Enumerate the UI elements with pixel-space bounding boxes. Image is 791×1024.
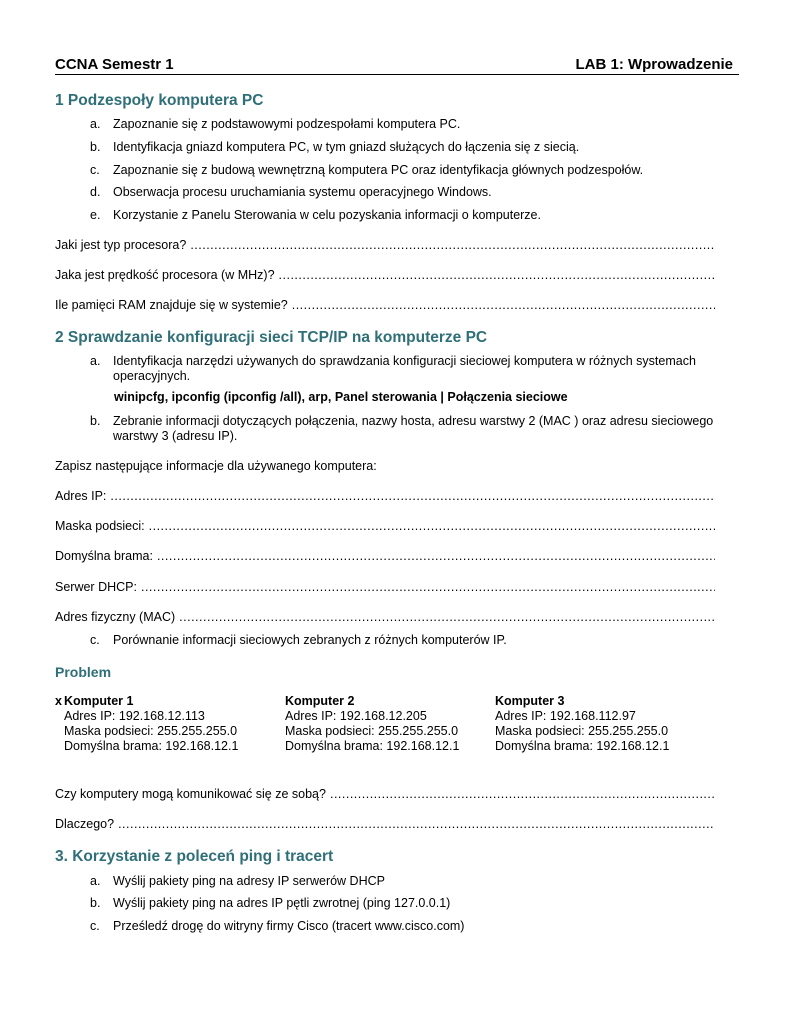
answer-line[interactable] — [292, 298, 715, 313]
computer-gateway: Domyślna brama: 192.168.12.1 — [285, 739, 460, 753]
computer-mask: Maska podsieci: 255.255.255.0 — [285, 724, 459, 738]
document-page: CCNA Semestr 1 LAB 1: Wprowadzenie 1 Podzespoły komputera PC a. Zapoznanie się z podstawowymi podzespołami komputera PC. b. Identyfikacja gniazd komputera PC, w tym gniazd służących do łączenia się z siecią. c. Zapoznanie się z budową wewnętrzną komputera PC oraz identyfikacja głównych podzespołów. d. Obserwacja procesu uruchamiania systemu operacyjnego Windows. e. Korzystanie z Panelu Sterowania w celu pozyskania informacji o komputerze. Jaki jest typ procesora? ..... Jaka jest prędkość procesora (w MHz)? ..... Ile pamięci RAM znajduje się w systemie? ..... 2 Sprawdzanie konfiguracji sieci TCP/IP na komputerze PC a. Identyfikacja narzędzi używanych do sprawdzania konfiguracji sieciowej komputera w różnych systemach operacyjnych. winipcfg, ipconfig (ipconfig /all), arp, Panel sterowania | Połączenia sieciowe b. Zebranie informacji dotyczących połączenia, nazwy hosta, adresu warstwy 2 (MAC ) oraz adresu sieciowego warstwy 3 (adresu IP). Zapisz następujące informacje dla używanego komputera: Adres IP: ..... Maska podsieci: ..... Domyślna brama: ..... Serwer DHCP: ..... Adres fizyczny (MAC) ..... c. Porównanie informacji sieciowych zebranych z różnych komputerów IP. Problem x Komputer 1 Adres IP: 192.168.12.113 Maska podsieci: 255.255.255.0 Domyślna brama: 192.168.12.1 Komputer 2 Adres IP: 192.168.12.205 Maska podsieci: 255.255.255.0 Domyślna brama: 192.168.12.1 Komputer 3 Adres IP: 192.168.112.97 Maska podsieci: 255.255.255.0 Domyślna brama: 192.168.12.1 Czy komputery mogą komunikować się ze sobą? ..... Dlaczego? ..... 3. Korzystanie z poleceń ping i tracert a. Wyślij pakiety ping na adresy IP serwerów DHCP b. Wyślij pakiety ping na adres IP pętli zwrotnej (ping 127.0.0.1) c. Prześledź drogę do witryny firmy Cisco (tracert www.cisco.com) — [0, 0, 791, 1024]
section-2-title: 2 Sprawdzanie konfiguracji sieci TCP/IP na komputerze PC — [55, 329, 488, 346]
course-title: CCNA Semestr 1 — [55, 56, 174, 73]
lab-title: LAB 1: Wprowadzenie — [575, 56, 733, 73]
answer-line[interactable] — [330, 787, 715, 802]
computer-mask: Maska podsieci: 255.255.255.0 — [495, 724, 669, 738]
computer-gateway: Domyślna brama: 192.168.12.1 — [64, 739, 239, 753]
page-header — [55, 56, 739, 75]
answer-field-processor-speed[interactable]: Jaka jest prędkość procesora (w MHz)? ..... — [55, 268, 715, 283]
answer-field-why[interactable]: Dlaczego? ..... — [55, 817, 715, 832]
instruction-text: Zapisz następujące informacje dla używanego komputera: — [55, 459, 377, 473]
computer-name: Komputer 1 — [64, 694, 134, 708]
computer-ip: Adres IP: 192.168.12.113 — [64, 709, 205, 723]
answer-field-can-communicate[interactable]: Czy komputery mogą komunikować się ze sobą? ..... — [55, 787, 715, 802]
tool-commands: winipcfg, ipconfig (ipconfig /all), arp, Panel sterowania | Połączenia sieciowe — [114, 390, 568, 404]
section-1-title: 1 Podzespoły komputera PC — [55, 92, 264, 109]
answer-line[interactable] — [141, 580, 715, 595]
x-marker: x — [55, 694, 62, 708]
answer-line[interactable] — [149, 519, 715, 534]
answer-field-gateway[interactable]: Domyślna brama: ..... — [55, 549, 715, 564]
computer-mask: Maska podsieci: 255.255.255.0 — [64, 724, 238, 738]
computer-ip: Adres IP: 192.168.12.205 — [285, 709, 427, 723]
answer-line[interactable] — [279, 268, 715, 283]
computer-name: Komputer 3 — [495, 694, 565, 708]
answer-field-mask[interactable]: Maska podsieci: ..... — [55, 519, 715, 534]
answer-field-ram[interactable]: Ile pamięci RAM znajduje się w systemie? ..... — [55, 298, 715, 313]
problem-title: Problem — [55, 664, 112, 680]
answer-field-ip[interactable]: Adres IP: ..... — [55, 489, 715, 504]
answer-field-dhcp[interactable]: Serwer DHCP: ..... — [55, 580, 715, 595]
answer-line[interactable] — [118, 817, 715, 832]
answer-line[interactable] — [110, 489, 715, 504]
computer-name: Komputer 2 — [285, 694, 355, 708]
answer-line[interactable] — [190, 238, 715, 253]
computer-2-info — [285, 694, 459, 754]
computer-1-info — [64, 694, 238, 754]
section-3-title: 3. Korzystanie z poleceń ping i tracert — [55, 848, 334, 865]
answer-line[interactable] — [157, 549, 715, 564]
computer-3-info — [495, 694, 669, 754]
answer-line[interactable] — [179, 610, 715, 625]
answer-field-processor-type[interactable]: Jaki jest typ procesora? ..... — [55, 238, 715, 253]
answer-field-mac[interactable]: Adres fizyczny (MAC) ..... — [55, 610, 715, 625]
computer-ip: Adres IP: 192.168.112.97 — [495, 709, 636, 723]
computer-gateway: Domyślna brama: 192.168.12.1 — [495, 739, 670, 753]
